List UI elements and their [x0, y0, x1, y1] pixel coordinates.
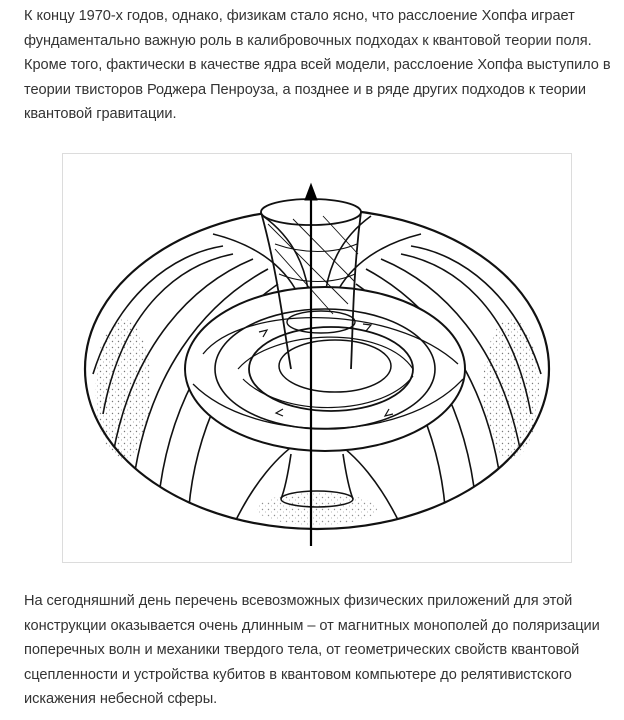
applications-paragraph: На сегодняшний день перечень всевозможных физических приложений для этой конструкции оказывается очень длинным – от магнитных монополей до поляризации поперечных волн и механики твердого тела, от геометрических свойств квантовой сцепленности и устройства кубитов в квантовом компьютере до релятивистского искажения небесной сферы. [24, 593, 600, 708]
hopf-fibration-figure [62, 153, 572, 563]
hopf-fibration-drawing [63, 154, 571, 562]
intro-paragraph: К концу 1970-х годов, однако, физикам стало ясно, что расслоение Хопфа играет фундаментально важную роль в калибровочных подходах к квантовой теории поля. Кроме того, фактически в качестве ядра всей модели, расслоение Хопфа выступило в теории твисторов Роджера Пенроуза, а позднее и в ряде других подходов к теории квантовой гравитации. [24, 8, 611, 123]
